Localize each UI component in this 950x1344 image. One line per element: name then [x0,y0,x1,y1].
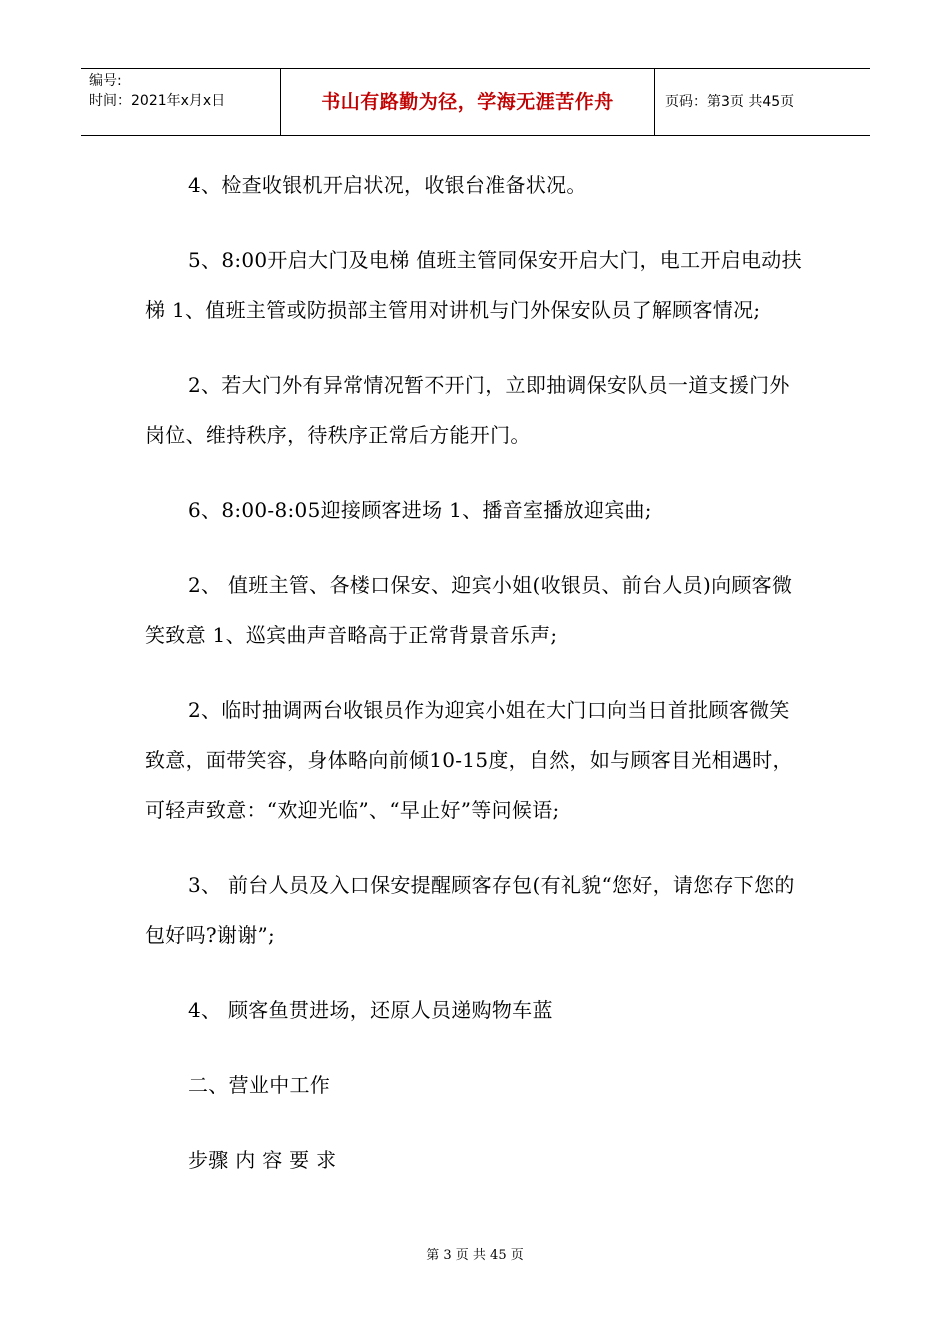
paragraph: 3、 前台人员及入口保安提醒顾客存包(有礼貌“您好，请您存下您的包好吗?谢谢”; [145,873,795,947]
paragraph: 2、临时抽调两台收银员作为迎宾小姐在大门口向当日首批顾客微笑致意，面带笑容，身体略向前倾10-15度，自然，如与顾客目光相遇时，可轻声致意：“欢迎光临”、“早止好”等问候语; [145,698,793,822]
paragraph: 2、 值班主管、各楼口保安、迎宾小姐(收银员、前台人员)向顾客微笑致意 1、巡宾曲声音略高于正常背景音乐声; [145,573,793,647]
header-page-info: 页码：第3页 共45页 [665,94,795,110]
section-heading: 二、营业中工作 [188,1073,331,1097]
page-footer: 第 3 页 共 45 页 [426,1248,524,1263]
paragraph: 4、 顾客鱼贯进场，还原人员递购物车蓝 [188,998,553,1022]
header-meta [81,69,281,135]
paragraph: 6、8:00-8:05迎接顾客进场 1、播音室播放迎宾曲; [188,498,652,522]
document-date: 时间：2021年x月x日 [89,93,226,109]
page-header [81,68,870,136]
header-motto: 书山有路勤为径，学海无涯苦作舟 [281,69,655,135]
paragraph: 2、若大门外有异常情况暂不开门，立即抽调保安队员一道支援门外岗位、维持秩序，待秩序正常后方能开门。 [145,373,790,447]
document-number-label: 编号: [89,73,122,89]
table-heading: 步骤 内 容 要 求 [188,1148,337,1172]
paragraph: 4、检查收银机开启状况，收银台准备状况。 [188,173,587,197]
document-body [145,160,810,1210]
paragraph: 5、8:00开启大门及电梯 值班主管同保安开启大门，电工开启电动扶梯 1、值班主管或防损部主管用对讲机与门外保安队员了解顾客情况; [145,248,802,322]
